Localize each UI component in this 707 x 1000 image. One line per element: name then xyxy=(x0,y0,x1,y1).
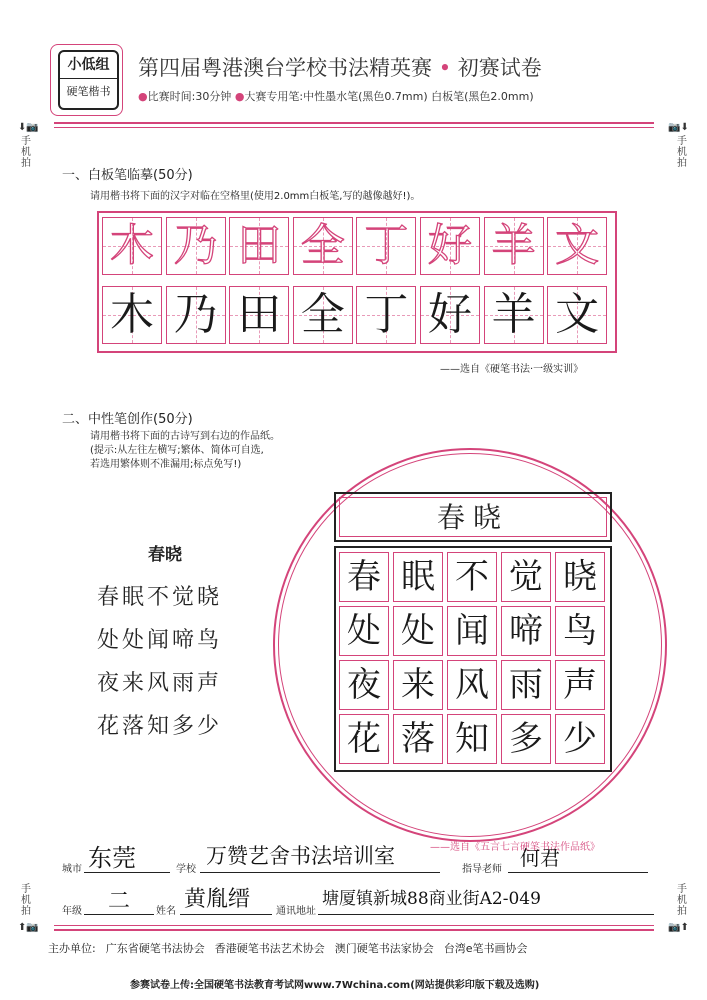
work-cell[interactable]: 春 xyxy=(339,552,389,602)
grade-label: 年级 xyxy=(62,906,82,917)
school-underline xyxy=(200,872,440,873)
work-cell[interactable]: 落 xyxy=(393,714,443,764)
model-cell: 田 xyxy=(229,217,289,275)
model-cell: 乃 xyxy=(166,217,226,275)
work-cell[interactable]: 闻 xyxy=(447,606,497,656)
organizer: 澳门硬笔书法家协会 xyxy=(334,942,434,955)
name-field[interactable]: 黄胤缙 xyxy=(184,887,251,912)
teacher-underline xyxy=(508,872,648,873)
writing-cell[interactable]: 丁 xyxy=(356,286,416,344)
poem-line: 春眠不觉晓 xyxy=(97,585,223,610)
badge-sub-label: 硬笔楷书 xyxy=(66,85,111,98)
organizers-label: 主办单位: xyxy=(48,942,96,955)
work-cell[interactable]: 雨 xyxy=(501,660,551,710)
writing-cell[interactable]: 羊 xyxy=(484,286,544,344)
copy-grid xyxy=(97,211,617,353)
grade-underline xyxy=(84,914,154,915)
writing-cell[interactable]: 乃 xyxy=(166,286,226,344)
side-phone-label-tl: 手机拍 xyxy=(21,136,31,169)
work-cell[interactable]: 多 xyxy=(501,714,551,764)
footer-rule-thin xyxy=(54,925,654,926)
upload-footer[interactable]: 参赛试卷上传:全国硬笔书法教育考试网www.7Wchina.com(网站提供彩印版下载及选购) xyxy=(130,980,540,991)
model-row xyxy=(102,217,612,277)
organizer: 广东省硬笔书法协会 xyxy=(105,942,205,955)
city-field[interactable]: 东莞 xyxy=(88,844,136,872)
writing-cell[interactable]: 好 xyxy=(420,286,480,344)
organizers xyxy=(48,940,668,956)
handwritten-row xyxy=(102,286,612,346)
camera-icon: 📷⬆ xyxy=(668,922,689,933)
writing-cell[interactable]: 木 xyxy=(102,286,162,344)
work-cell[interactable]: 啼 xyxy=(501,606,551,656)
section2-instruction: 请用楷书将下面的古诗写到右边的作品纸。 (提示:从左往左横写;繁体、简体可自选, 若选用繁体则不准漏用;标点免写!) xyxy=(90,431,280,470)
organizer: 香港硬笔书法艺术协会 xyxy=(214,942,325,955)
teacher-label: 指导老师 xyxy=(462,864,502,875)
work-grid xyxy=(334,546,612,772)
school-field[interactable]: 万赞艺舍书法培训室 xyxy=(206,844,395,868)
work-cell[interactable]: 夜 xyxy=(339,660,389,710)
teacher-field[interactable]: 何君 xyxy=(520,846,560,870)
poem-line: 处处闻啼鸟 xyxy=(97,628,223,653)
grade-field[interactable]: 二 xyxy=(108,889,131,914)
header-rule xyxy=(54,122,654,124)
poem-line: 花落知多少 xyxy=(97,714,223,739)
school-label: 学校 xyxy=(176,864,196,875)
section2-heading: 二、中性笔创作(50分) xyxy=(62,412,193,427)
footer-rule xyxy=(54,929,654,931)
side-phone-label-br: 手机拍 xyxy=(677,884,687,917)
time-info: 比赛时间:30分钟 xyxy=(147,90,232,103)
camera-icon: ⬆📷 xyxy=(18,922,39,933)
work-cell[interactable]: 少 xyxy=(555,714,605,764)
address-field[interactable]: 塘厦镇新城88商业街A2-049 xyxy=(322,889,541,909)
organizer: 台湾e笔书画协会 xyxy=(443,942,528,955)
work-cell[interactable]: 鸟 xyxy=(555,606,605,656)
group-badge xyxy=(58,50,119,110)
work-cell[interactable]: 不 xyxy=(447,552,497,602)
model-cell: 丁 xyxy=(356,217,416,275)
work-cell[interactable]: 来 xyxy=(393,660,443,710)
model-cell: 全 xyxy=(293,217,353,275)
exam-info: ●比赛时间:30分钟 ●大赛专用笔:中性墨水笔(黑色0.7mm) 白板笔(黑色2.0mm) xyxy=(138,90,534,103)
work-cell[interactable]: 花 xyxy=(339,714,389,764)
section1-source: ——选自《硬笔书法·一级实训》 xyxy=(440,364,584,375)
title-separator: • xyxy=(438,56,452,80)
model-cell: 羊 xyxy=(484,217,544,275)
title-stage: 初赛试卷 xyxy=(457,56,542,80)
camera-icon: 📷⬇ xyxy=(668,122,689,133)
work-cell[interactable]: 处 xyxy=(339,606,389,656)
writing-cell[interactable]: 文 xyxy=(547,286,607,344)
model-cell: 文 xyxy=(547,217,607,275)
side-phone-label-tr: 手机拍 xyxy=(677,136,687,169)
address-underline xyxy=(318,914,654,915)
work-row xyxy=(339,714,605,766)
name-label: 姓名 xyxy=(156,906,176,917)
work-cell[interactable]: 觉 xyxy=(501,552,551,602)
work-cell[interactable]: 处 xyxy=(393,606,443,656)
work-cell[interactable]: 声 xyxy=(555,660,605,710)
work-title: 春晓 xyxy=(436,501,509,534)
name-underline xyxy=(180,914,272,915)
work-row xyxy=(339,660,605,712)
work-row xyxy=(339,606,605,658)
section1-instruction: 请用楷书将下面的汉字对临在空格里(使用2.0mm白板笔,写的越像越好!)。 xyxy=(90,191,421,202)
city-label: 城市 xyxy=(62,864,82,875)
poem-title: 春晓 xyxy=(148,545,182,565)
title-main: 第四届粤港澳台学校书法精英赛 xyxy=(138,56,432,80)
header-rule-thin xyxy=(54,127,654,128)
writing-cell[interactable]: 田 xyxy=(229,286,289,344)
writing-cell[interactable]: 全 xyxy=(293,286,353,344)
pen-info: 大赛专用笔:中性墨水笔(黑色0.7mm) 白板笔(黑色2.0mm) xyxy=(244,90,534,103)
work-cell[interactable]: 知 xyxy=(447,714,497,764)
city-underline xyxy=(84,872,170,873)
work-cell[interactable]: 眠 xyxy=(393,552,443,602)
model-cell: 好 xyxy=(420,217,480,275)
model-cell: 木 xyxy=(102,217,162,275)
page-title xyxy=(138,52,542,82)
address-label: 通讯地址 xyxy=(276,906,316,917)
camera-icon: ⬇📷 xyxy=(18,122,39,133)
work-cell[interactable]: 晓 xyxy=(555,552,605,602)
poem-line: 夜来风雨声 xyxy=(97,671,223,696)
work-cell[interactable]: 风 xyxy=(447,660,497,710)
badge-group-label: 小低组 xyxy=(60,52,117,79)
section2-source: ——选自《五言七言硬笔书法作品纸》 xyxy=(430,842,600,853)
section1-heading: 一、白板笔临摹(50分) xyxy=(62,168,193,183)
side-phone-label-bl: 手机拍 xyxy=(21,884,31,917)
work-title-box[interactable] xyxy=(334,492,612,542)
work-row xyxy=(339,552,605,604)
